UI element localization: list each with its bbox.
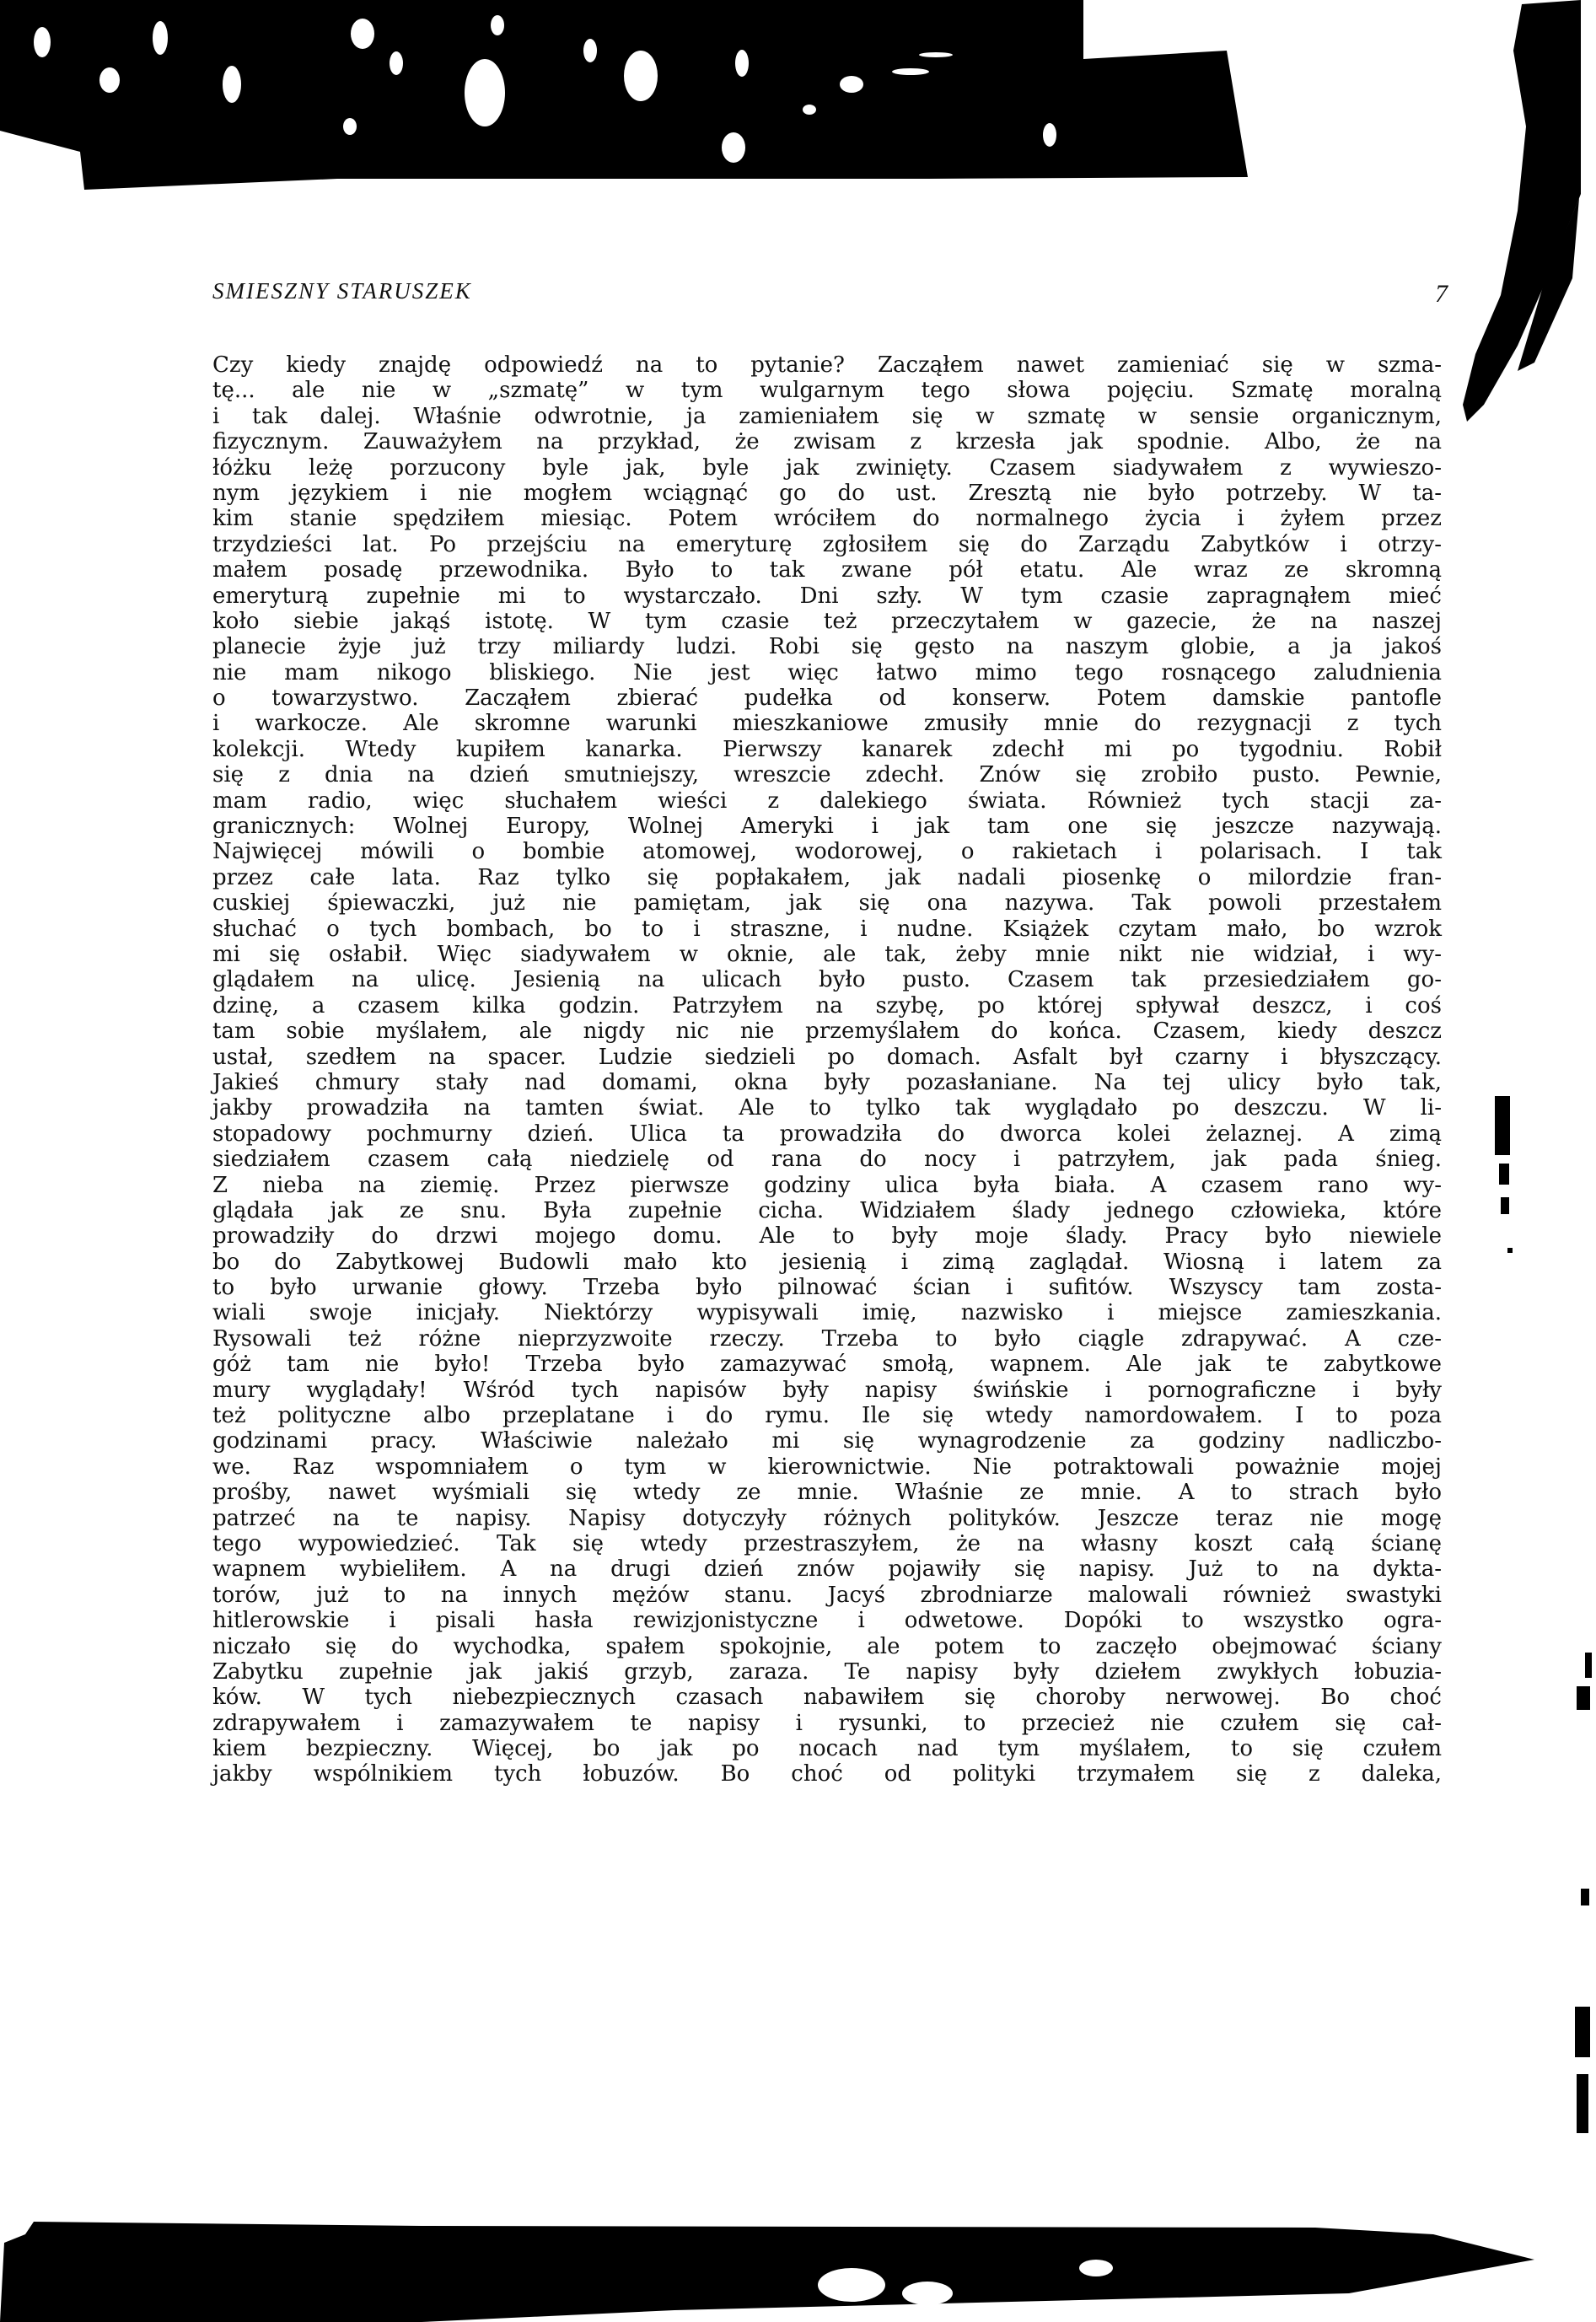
- text-line: jakby wspólnikiem tych łobuzów. Bo choć od polityki trzymałem się z daleka,: [212, 1761, 1442, 1787]
- text-line: prośby, nawet wyśmiali się wtedy ze mnie. Właśnie ze mnie. A to strach było: [212, 1480, 1442, 1506]
- text-line: cuskiej śpiewaczki, już nie pamiętam, jak się ona nazywa. Tak powoli przestałem: [212, 890, 1442, 916]
- body-text: [212, 352, 1442, 1787]
- text-line: tę... ale nie w „szmatę” w tym wulgarnym tego słowa pojęciu. Szmatę moralną: [212, 378, 1442, 404]
- text-line: Rysowali też różne nieprzyzwoite rzeczy. Trzeba to było ciągle zdrapywać. A cze-: [212, 1325, 1442, 1352]
- text-line: dzinę, a czasem kilka godzin. Patrzyłem na szybę, po której spływał deszcz, i coś: [212, 992, 1442, 1019]
- text-line: Jakieś chmury stały nad domami, okna były pozasłaniane. Na tej ulicy było tak,: [212, 1069, 1442, 1095]
- text-line: góż tam nie było! Trzeba było zamazywać smołą, wapnem. Ale jak te zabytkowe: [212, 1352, 1442, 1378]
- text-line: o towarzystwo. Zacząłem zbierać pudełka od konserw. Potem damskie pantofle: [212, 685, 1442, 712]
- text-line: patrzeć na te napisy. Napisy dotyczyły różnych polityków. Jeszcze teraz nie mogę: [212, 1505, 1442, 1531]
- text-line: nie mam nikogo bliskiego. Nie jest więc łatwo mimo tego rosnącego zaludnienia: [212, 659, 1442, 685]
- text-line: słuchać o tych bombach, bo to i straszne, i nudne. Książek czytam mało, bo wzrok: [212, 916, 1442, 942]
- text-line: mi się osłabił. Więc siadywałem w oknie, ale tak, żeby mnie nikt nie widział, i wy-: [212, 941, 1442, 967]
- text-line: jakby prowadziła na tamten świat. Ale to tylko tak wyglądało po deszczu. W li-: [212, 1095, 1442, 1121]
- text-line: się z dnia na dzień smutniejszy, wreszcie zdechł. Znów się zrobiło pusto. Pewnie,: [212, 762, 1442, 788]
- text-line: też polityczne albo przeplatane i do rymu. Ile się wtedy namordowałem. I to poza: [212, 1403, 1442, 1429]
- text-line: kolekcji. Wtedy kupiłem kanarka. Pierwszy kanarek zdechł mi po tygodniu. Robił: [212, 736, 1442, 762]
- text-line: zdrapywałem i zamazywałem te napisy i rysunki, to przecież nie czułem się cał-: [212, 1710, 1442, 1736]
- scan-artifact-top: [0, 0, 1248, 211]
- text-line: wapnem wybieliłem. A na drugi dzień znów pojawiły się napisy. Już to na dykta-: [212, 1556, 1442, 1583]
- text-line: fizycznym. Zauważyłem na przykład, że zwisam z krzesła jak spodnie. Albo, że na: [212, 429, 1442, 455]
- text-line: Zabytku zupełnie jak jakiś grzyb, zaraza. Te napisy były dziełem zwykłych łobuzia-: [212, 1658, 1442, 1685]
- text-line: tego wypowiedzieć. Tak się wtedy przestraszyłem, że na własny koszt całą ścianę: [212, 1530, 1442, 1556]
- text-line: małem posadę przewodnika. Było to tak zwane pół etatu. Ale wraz ze skromną: [212, 557, 1442, 583]
- text-line: glądałem na ulicę. Jesienią na ulicach było pusto. Czasem tak przesiedziałem go-: [212, 967, 1442, 993]
- text-line: tam sobie myślałem, ale nigdy nic nie przemyślałem do końca. Czasem, kiedy deszcz: [212, 1019, 1442, 1045]
- text-line: ustał, szedłem na spacer. Ludzie siedzieli po domach. Asfalt był czarny i błyszczący.: [212, 1044, 1442, 1070]
- text-line: to było urwanie głowy. Trzeba było pilnować ścian i sufitów. Wszyscy tam zosta-: [212, 1275, 1442, 1301]
- text-line: koło siebie jakąś istotę. W tym czasie też przeczytałem w gazecie, że na naszej: [212, 608, 1442, 634]
- text-line: planecie żyje już trzy miliardy ludzi. Robi się gęsto na naszym globie, a ja jakoś: [212, 634, 1442, 660]
- page-header: [212, 278, 1448, 320]
- text-line: mury wyglądały! Wśród tych napisów były napisy świńskie i pornograficzne i były: [212, 1377, 1442, 1403]
- page-number: 7: [1435, 280, 1448, 308]
- text-line: torów, już to na innych mężów stanu. Jacyś zbrodniarze malowali również swastyki: [212, 1582, 1442, 1608]
- text-line: wiali swoje inicjały. Niektórzy wypisywali imię, nazwisko i miejsce zamieszkania.: [212, 1300, 1442, 1326]
- scan-artifact-bottom: [0, 2150, 1596, 2322]
- text-line: hitlerowskie i pisali hasła rewizjonistyczne i odwetowe. Dopóki to wszystko ogra-: [212, 1608, 1442, 1634]
- scan-artifact-right-edge: [1433, 0, 1596, 2322]
- text-line: Z nieba na ziemię. Przez pierwsze godziny ulica była biała. A czasem rano wy-: [212, 1172, 1442, 1198]
- text-line: nym językiem i nie mogłem wciągnąć go do ust. Zresztą nie było potrzeby. W ta-: [212, 480, 1442, 506]
- text-line: i tak dalej. Właśnie odwrotnie, ja zamieniałem się w szmatę w sensie organicznym,: [212, 403, 1442, 429]
- text-line: ków. W tych niebezpiecznych czasach nabawiłem się choroby nerwowej. Bo choć: [212, 1685, 1442, 1711]
- text-line: glądała jak ze snu. Była zupełnie cicha. Widziałem ślady jednego człowieka, które: [212, 1197, 1442, 1223]
- text-line: mam radio, więc słuchałem wieści z dalekiego świata. Również tych stacji za-: [212, 787, 1442, 814]
- text-line: przez całe lata. Raz tylko się popłakałem, jak nadali piosenkę o milordzie fran-: [212, 864, 1442, 890]
- text-line: we. Raz wspomniałem o tym w kierownictwie. Nie potraktowali poważnie mojej: [212, 1454, 1442, 1480]
- text-line: niczało się do wychodka, spałem spokojnie, ale potem to zaczęło obejmować ściany: [212, 1633, 1442, 1659]
- text-line: trzydzieści lat. Po przejściu na emeryturę zgłosiłem się do Zarządu Zabytków i otrzy-: [212, 531, 1442, 557]
- text-line: siedziałem czasem całą niedzielę od rana do nocy i patrzyłem, jak pada śnieg.: [212, 1147, 1442, 1173]
- text-line: Czy kiedy znajdę odpowiedź na to pytanie? Zacząłem nawet zamieniać się w szma-: [212, 352, 1442, 378]
- text-line: łóżku leżę porzucony byle jak, byle jak zwinięty. Czasem siadywałem z wywieszo-: [212, 454, 1442, 481]
- text-line: godzinami pracy. Właściwie należało mi się wynagrodzenie za godziny nadliczbo-: [212, 1428, 1442, 1454]
- text-line: kiem bezpieczny. Więcej, bo jak po nocach nad tym myślałem, to się czułem: [212, 1736, 1442, 1762]
- text-line: bo do Zabytkowej Budowli mało kto jesienią i zimą zaglądał. Wiosną i latem za: [212, 1249, 1442, 1275]
- text-line: granicznych: Wolnej Europy, Wolnej Ameryki i jak tam one się jeszcze nazywają.: [212, 814, 1442, 840]
- running-title: SMIESZNY STARUSZEK: [212, 278, 472, 304]
- text-line: i warkocze. Ale skromne warunki mieszkaniowe zmusiły mnie do rezygnacji z tych: [212, 711, 1442, 737]
- text-line: kim stanie spędziłem miesiąc. Potem wróciłem do normalnego życia i żyłem przez: [212, 506, 1442, 532]
- text-line: stopadowy pochmurny dzień. Ulica ta prowadziła do dworca kolei żelaznej. A zimą: [212, 1121, 1442, 1147]
- text-line: emeryturą zupełnie mi to wystarczało. Dni szły. W tym czasie zapragnąłem mieć: [212, 583, 1442, 609]
- text-line: prowadziły do drzwi mojego domu. Ale to były moje ślady. Pracy było niewiele: [212, 1223, 1442, 1250]
- text-line: Najwięcej mówili o bombie atomowej, wodorowej, o rakietach i polarisach. I tak: [212, 839, 1442, 865]
